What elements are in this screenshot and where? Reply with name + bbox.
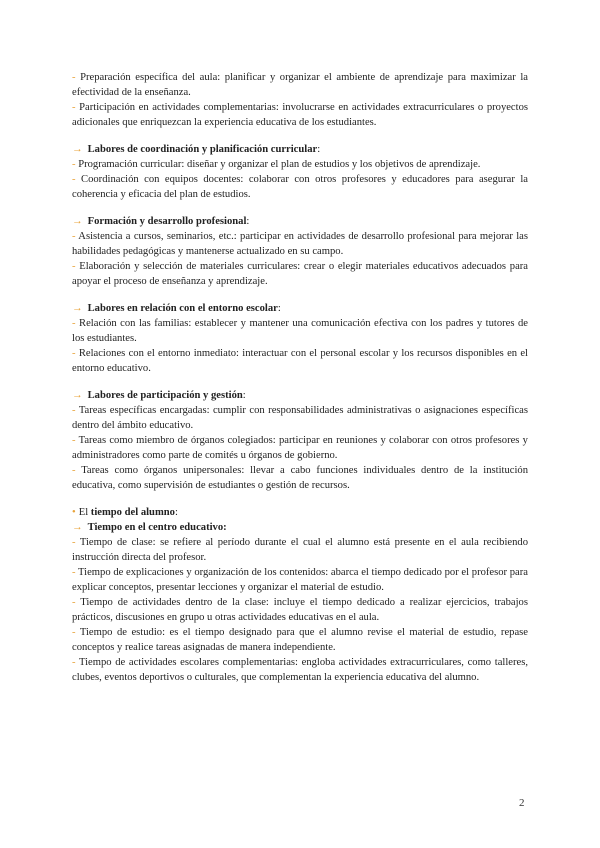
heading-suffix: : [277,303,281,314]
heading-title: tiempo del alumno [90,507,175,518]
dash-marker: - [72,72,76,83]
list-item [72,259,528,289]
list-item-text: Tiempo de actividades escolares complementarias: engloba actividades extracurriculares, como talleres, clubes, eventos deportivos o culturales, que complementan la experiencia educativa del alumno. [72,657,528,683]
dash-marker: - [72,657,76,668]
intro-list [72,70,528,130]
list-item [72,535,528,565]
list-item [72,595,528,625]
list-item [72,625,528,655]
list-item [72,655,528,685]
list-item [72,70,528,100]
dash-marker: - [72,405,76,416]
list-item-text: Relación con las familias: establecer y mantener una comunicación efectiva con los padres y tutores de los estudiantes. [72,318,528,344]
section-participacion [72,388,528,493]
section-formacion [72,214,528,289]
list-item-text: Preparación específica del aula: planificar y organizar el ambiente de aprendizaje para maximizar la efectividad de la enseñanza. [72,72,528,98]
dash-marker: - [72,102,76,113]
list-item-text: Tiempo de actividades dentro de la clase: incluye el tiempo dedicado a realizar ejercicios, trabajos prácticos, discusiones en grupo u otras actividades educativas en el aula. [72,597,528,623]
dash-marker: - [72,537,76,548]
list-item-text: Tareas como miembro de órganos colegiados: participar en reuniones y colaborar con otros profesores y administradores como parte de comités u órganos de gobierno. [72,435,528,461]
dash-marker: - [72,159,76,170]
section-heading [72,301,528,316]
section-heading [72,388,528,403]
page-content [72,70,528,685]
list-item-text: Tiempo de estudio: es el tiempo designado para que el alumno revise el material de estudio, repase conceptos y realice tareas asignadas de manera independiente. [72,627,528,653]
dash-marker: - [72,261,76,272]
list-item [72,157,528,172]
page-number: 2 [519,797,525,809]
list-item-text: Relaciones con el entorno inmediato: interactuar con el personal escolar y los recursos disponibles en el entorno educativo. [72,348,528,374]
list-item [72,172,528,202]
list-item [72,403,528,433]
list-item [72,565,528,595]
heading-suffix: : [317,144,321,155]
list-item [72,463,528,493]
dash-marker: - [72,174,76,185]
list-item-text: Tareas específicas encargadas: cumplir con responsabilidades administrativas o asignaciones específicas dentro del ámbito educativo. [72,405,528,431]
list-item-text: Tiempo de explicaciones y organización de los contenidos: abarca el tiempo dedicado por el profesor para explicar conceptos, presentar lecciones y organizar el material de estudio. [72,567,528,593]
dash-marker: - [72,231,76,242]
section-heading [72,214,528,229]
dash-marker: - [72,318,76,329]
section-heading [72,505,528,520]
dash-marker: - [72,435,76,446]
heading-suffix: : [246,216,250,227]
list-item-text: Tiempo de clase: se refiere al período durante el cual el alumno está presente en el aula recibiendo instrucción directa del profesor. [72,537,528,563]
arrow-icon: → [72,144,83,155]
dash-marker: - [72,348,76,359]
dash-marker: - [72,567,76,578]
dash-marker: - [72,597,76,608]
heading-prefix: El [78,507,91,518]
arrow-icon: → [72,522,83,533]
list-item-text: Participación en actividades complementarias: involucrarse en actividades extracurriculares o proyectos adicionales que enriquezcan la experiencia educativa de los estudiantes. [72,102,529,128]
list-item [72,316,528,346]
heading-title: Labores en relación con el entorno escolar [87,303,278,314]
arrow-icon: → [72,303,83,314]
subsection-heading [72,520,528,535]
list-item [72,100,528,130]
list-item [72,346,528,376]
section-tiempo-alumno [72,505,528,685]
section-coordinacion [72,142,528,202]
heading-suffix: : [174,507,178,518]
heading-title: Labores de participación y gestión [87,390,243,401]
list-item-text: Programación curricular: diseñar y organizar el plan de estudios y los objetivos de aprendizaje. [78,159,481,170]
bullet-icon: • [72,507,76,518]
dash-marker: - [72,627,76,638]
list-item [72,433,528,463]
arrow-icon: → [72,216,83,227]
list-item-text: Asistencia a cursos, seminarios, etc.: participar en actividades de desarrollo profesional para mejorar las habilidades pedagógicas y mantenerse actualizado en su campo. [72,231,528,257]
heading-title: Formación y desarrollo profesional [87,216,247,227]
list-item [72,229,528,259]
section-entorno [72,301,528,376]
section-heading [72,142,528,157]
subheading-title: Tiempo en el centro educativo: [87,522,227,533]
dash-marker: - [72,465,76,476]
heading-suffix: : [242,390,246,401]
heading-title: Labores de coordinación y planificación curricular [87,144,318,155]
list-item-text: Coordinación con equipos docentes: colaborar con otros profesores y educadores para asegurar la coherencia y eficacia del plan de estudios. [72,174,528,200]
list-item-text: Elaboración y selección de materiales curriculares: crear o elegir materiales educativos adecuados para apoyar el proceso de enseñanza y aprendizaje. [72,261,529,287]
list-item-text: Tareas como órganos unipersonales: llevar a cabo funciones individuales dentro de la institución educativa, como supervisión de estudiantes o gestión de recursos. [72,465,528,491]
arrow-icon: → [72,390,83,401]
